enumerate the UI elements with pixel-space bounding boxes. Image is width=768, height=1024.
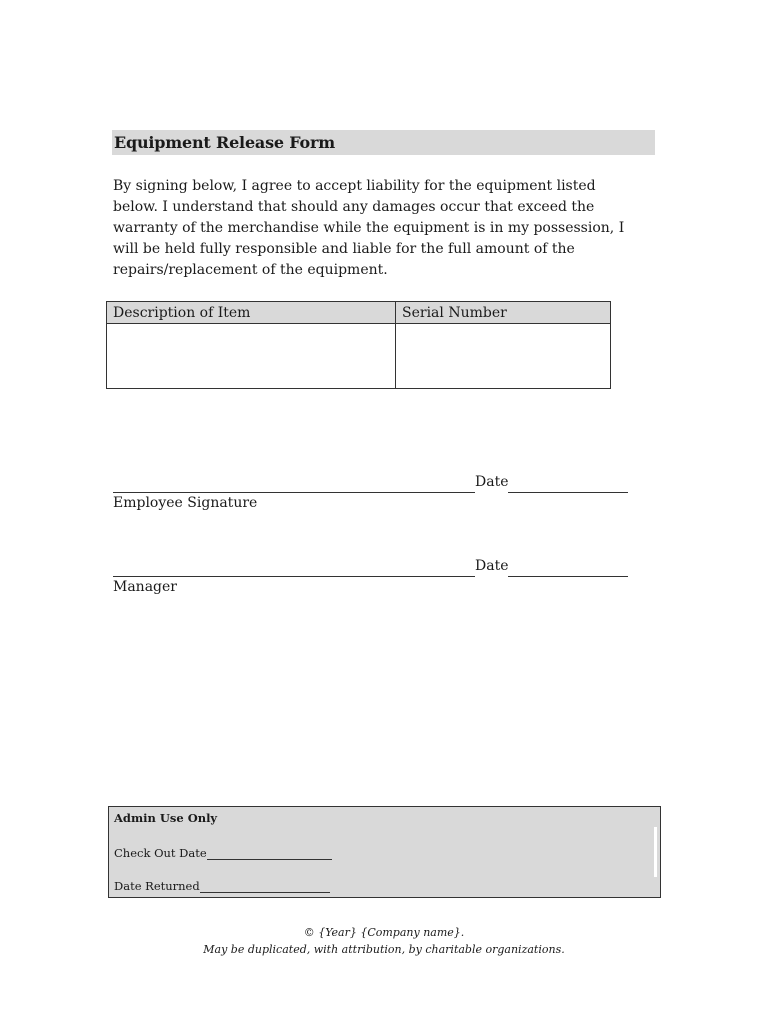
admin-title: Admin Use Only (114, 811, 218, 825)
footer-copyright: © {Year} {Company name}. (303, 926, 465, 939)
date-returned-label: Date Returned (114, 879, 200, 893)
date-returned-line[interactable] (200, 880, 330, 893)
admin-box-scrollbar[interactable] (654, 827, 657, 877)
employee-signature-label: Employee Signature (113, 495, 258, 511)
form-title: Equipment Release Form (114, 133, 335, 152)
employee-signature-line[interactable] (113, 476, 475, 493)
footer-attribution: May be duplicated, with attribution, by charitable organizations. (203, 943, 565, 956)
equipment-table (106, 301, 611, 389)
manager-signature-line[interactable] (113, 560, 475, 577)
description-cell[interactable] (107, 324, 396, 389)
manager-signature-block (113, 556, 628, 598)
employee-signature-block (113, 472, 628, 514)
intro-paragraph: By signing below, I agree to accept liability for the equipment listed below. I understand that should any damages occur that exceed the warranty of the merchandise while the equipment is in my possession, I will be held fully responsible and liable for the full amount of the repairs/replacement of the equipment. (113, 178, 625, 278)
manager-signature-label: Manager (113, 579, 177, 595)
table-row (107, 324, 611, 389)
check-out-date-row (114, 846, 332, 860)
description-column-header: Description of Item (107, 302, 396, 324)
admin-use-box (108, 806, 661, 898)
check-out-date-label: Check Out Date (114, 846, 207, 860)
manager-date-line[interactable] (508, 560, 628, 577)
form-title-bar (112, 130, 655, 155)
footer (0, 924, 768, 958)
serial-number-column-header: Serial Number (396, 302, 611, 324)
serial-number-cell[interactable] (396, 324, 611, 389)
manager-date-label: Date (475, 558, 509, 574)
date-returned-row (114, 879, 330, 893)
check-out-date-line[interactable] (207, 847, 332, 860)
table-header-row (107, 302, 611, 324)
employee-date-label: Date (475, 474, 509, 490)
employee-date-line[interactable] (508, 476, 628, 493)
